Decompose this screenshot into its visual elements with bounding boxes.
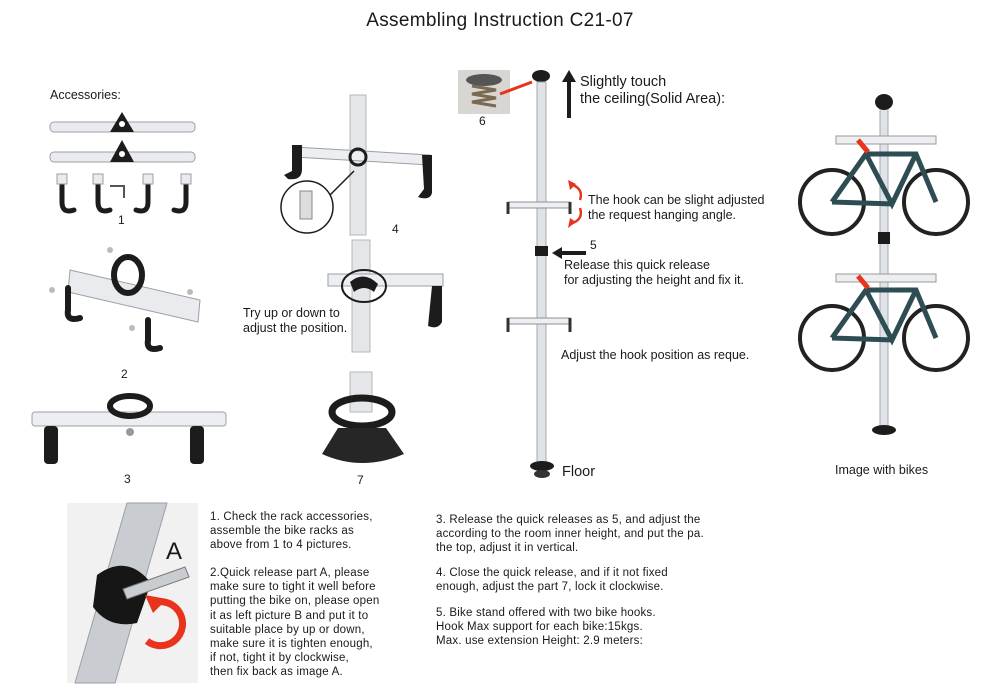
adjust-angle-arrows bbox=[566, 180, 590, 228]
figure-number-7: 7 bbox=[357, 473, 364, 487]
step-2-text: 2.Quick release part A, please make sure to tight it well before putting the bike on, please open it as left picture B and put it to suitable place by up or down, make sure it is tighten enough, if not, tight it by clockwise, then fix back as image A. bbox=[210, 567, 380, 679]
pole-base bbox=[530, 461, 554, 471]
figure-4-rack-on-pole bbox=[270, 95, 450, 235]
figure-number-6: 6 bbox=[479, 114, 486, 128]
hook-left bbox=[284, 145, 302, 179]
image-with-bikes-caption: Image with bikes bbox=[835, 463, 929, 477]
hook-1 bbox=[62, 180, 74, 211]
figure-number-2: 2 bbox=[121, 367, 128, 381]
hook-4 bbox=[174, 180, 186, 211]
hook-adjust-label: The hook can be slight adjusted the request hanging angle. bbox=[588, 193, 765, 222]
part-a-label: A bbox=[166, 538, 183, 565]
hook-right-assembled bbox=[190, 426, 204, 464]
accessories-label: Accessories: bbox=[50, 88, 121, 102]
hook-2 bbox=[98, 180, 110, 211]
hook-detail bbox=[428, 286, 442, 327]
page-title: Assembling Instruction C21-07 bbox=[366, 10, 634, 31]
floor-label: Floor bbox=[562, 464, 596, 480]
top-cap bbox=[532, 70, 550, 82]
figure-number-5: 5 bbox=[590, 238, 597, 252]
hook-position-label: Adjust the hook position as reque. bbox=[561, 348, 750, 362]
figure-number-3: 3 bbox=[124, 472, 131, 486]
hook-3 bbox=[136, 180, 148, 211]
image-with-bikes bbox=[796, 92, 972, 440]
part-a-photo bbox=[67, 503, 198, 683]
allen-key bbox=[110, 186, 124, 198]
ceiling-label: Slightly touch the ceiling(Solid Area): bbox=[580, 74, 726, 107]
step-5-text: 5. Bike stand offered with two bike hooks. Hook Max support for each bike:15kgs. Max. use extension Height: 2.9 meters: bbox=[436, 607, 656, 648]
step-3-text: 3. Release the quick releases as 5, and adjust the according to the room inner height, and put the pa. the top, adjust it in vertical. bbox=[436, 514, 704, 555]
figure-2-exploded bbox=[40, 240, 210, 360]
quick-release-5 bbox=[535, 246, 548, 256]
upper-hook-bar bbox=[508, 202, 570, 208]
base-foot bbox=[322, 428, 404, 463]
pole-segment-2 bbox=[352, 240, 370, 352]
figure-1-accessories bbox=[40, 110, 210, 220]
figure-number-4: 4 bbox=[392, 222, 399, 236]
pole bbox=[537, 82, 546, 474]
holder-top bbox=[110, 396, 150, 416]
lower-hook-bar bbox=[508, 318, 570, 324]
figure-7-base bbox=[320, 372, 420, 472]
try-up-down-label: Try up or down to adjust the position. bbox=[243, 306, 348, 335]
hook-right bbox=[148, 320, 160, 349]
up-arrow bbox=[562, 70, 576, 118]
step-1-text: 1. Check the rack accessories, assemble the bike racks as above from 1 to 4 pictures. bbox=[210, 511, 373, 552]
figure-3-assembled bbox=[30, 392, 230, 472]
hook-left-assembled bbox=[44, 426, 58, 464]
release-label: Release this quick release for adjusting the height and fix it. bbox=[564, 258, 744, 287]
figure-number-1: 1 bbox=[118, 213, 125, 227]
plate-angled bbox=[68, 270, 200, 322]
step-4-text: 4. Close the quick release, and if it not fixed enough, adjust the part 7, lock it clockwise. bbox=[436, 567, 668, 594]
